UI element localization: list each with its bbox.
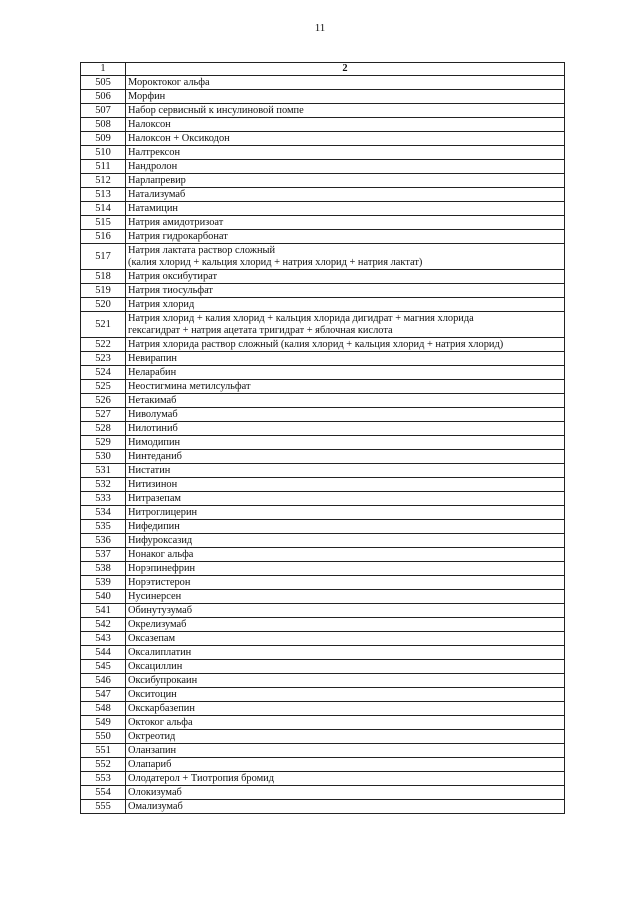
row-number: 520 (81, 298, 126, 312)
drug-name-cell (126, 202, 565, 216)
row-number: 527 (81, 408, 126, 422)
row-number: 506 (81, 90, 126, 104)
drug-name-line: Натрия оксибутират (128, 270, 218, 282)
drug-name-cell (126, 312, 565, 338)
drug-name-line: Натализумаб (128, 188, 186, 200)
drug-name-line: Налоксон (128, 118, 171, 130)
table-row (81, 506, 565, 520)
drug-name-line: Олодатерол + Тиотропия бромид (128, 772, 275, 784)
drug-name-cell (126, 660, 565, 674)
drug-name-cell (126, 408, 565, 422)
row-number: 545 (81, 660, 126, 674)
table-row (81, 298, 565, 312)
drug-name-line: Нитразепам (128, 492, 182, 504)
row-number: 543 (81, 632, 126, 646)
table-row (81, 702, 565, 716)
row-number: 535 (81, 520, 126, 534)
drug-name-line: Оксациллин (128, 660, 183, 672)
drug-name-cell (126, 520, 565, 534)
drug-name-line: Нифедипин (128, 520, 180, 532)
row-number: 518 (81, 270, 126, 284)
table-row (81, 548, 565, 562)
drug-name-cell (126, 478, 565, 492)
row-number: 525 (81, 380, 126, 394)
table-row (81, 520, 565, 534)
drug-name-cell (126, 772, 565, 786)
table-row (81, 436, 565, 450)
drug-name-cell (126, 590, 565, 604)
table-row (81, 118, 565, 132)
drug-name-line: Нандролон (128, 160, 178, 172)
row-number: 532 (81, 478, 126, 492)
table-row (81, 758, 565, 772)
drug-name-cell (126, 298, 565, 312)
row-number: 509 (81, 132, 126, 146)
row-number: 555 (81, 800, 126, 814)
drug-name-cell (126, 76, 565, 90)
row-number: 546 (81, 674, 126, 688)
drug-name-cell (126, 160, 565, 174)
table-row (81, 174, 565, 188)
table-row (81, 744, 565, 758)
table-row (81, 230, 565, 244)
drug-name-line: Нилотиниб (128, 422, 178, 434)
drug-name-cell (126, 450, 565, 464)
table-row (81, 562, 565, 576)
drug-name-cell (126, 576, 565, 590)
drug-name-line: Нитроглицерин (128, 506, 198, 518)
row-number: 547 (81, 688, 126, 702)
drug-name-cell (126, 284, 565, 298)
drug-name-cell (126, 548, 565, 562)
row-number: 538 (81, 562, 126, 576)
drug-name-cell (126, 352, 565, 366)
row-number: 522 (81, 338, 126, 352)
drug-name-cell (126, 618, 565, 632)
table-row (81, 422, 565, 436)
drug-name-cell (126, 800, 565, 814)
table-row (81, 284, 565, 298)
drug-name-line: Оксибупрокаин (128, 674, 198, 686)
drug-name-line: Неостигмина метилсульфат (128, 380, 251, 392)
drug-name-line: Мороктоког альфа (128, 76, 210, 88)
row-number: 534 (81, 506, 126, 520)
row-number: 510 (81, 146, 126, 160)
drug-name-line: гексагидрат + натрия ацетата тригидрат + яблочная кислота (128, 324, 393, 336)
table-row (81, 632, 565, 646)
drug-name-line: Нетакимаб (128, 394, 177, 406)
drug-name-line: Налоксон + Оксикодон (128, 132, 230, 144)
drug-name-line: Набор сервисный к инсулиновой помпе (128, 104, 304, 116)
drug-name-line: Натрия хлорид (128, 298, 195, 310)
row-number: 505 (81, 76, 126, 90)
drug-name-cell (126, 730, 565, 744)
drug-name-line: Оланзапин (128, 744, 177, 756)
row-number: 521 (81, 312, 126, 338)
row-number: 536 (81, 534, 126, 548)
table-row (81, 618, 565, 632)
drug-name-line: Морфин (128, 90, 166, 102)
row-number: 511 (81, 160, 126, 174)
drug-name-cell (126, 646, 565, 660)
table-row (81, 604, 565, 618)
table-row (81, 660, 565, 674)
row-number: 553 (81, 772, 126, 786)
row-number: 526 (81, 394, 126, 408)
row-number: 540 (81, 590, 126, 604)
drug-name-cell (126, 758, 565, 772)
drug-name-line: Натрия лактата раствор сложный (128, 244, 276, 256)
table-header-row (81, 63, 565, 76)
drug-name-line: Нинтеданиб (128, 450, 182, 462)
drug-name-line: Нусинерсен (128, 590, 182, 602)
table-row (81, 352, 565, 366)
table-row (81, 408, 565, 422)
row-number: 516 (81, 230, 126, 244)
table-row (81, 366, 565, 380)
table-row (81, 464, 565, 478)
drug-name-line: (калия хлорид + кальция хлорид + натрия хлорид + натрия лактат) (128, 256, 423, 268)
drug-name-cell (126, 534, 565, 548)
table-row (81, 132, 565, 146)
row-number: 539 (81, 576, 126, 590)
drug-name-line: Налтрексон (128, 146, 181, 158)
row-number: 548 (81, 702, 126, 716)
drug-name-cell (126, 422, 565, 436)
drug-name-line: Обинутузумаб (128, 604, 193, 616)
table-row (81, 674, 565, 688)
drug-name-cell (126, 90, 565, 104)
drug-name-cell (126, 604, 565, 618)
drug-name-line: Оксазепам (128, 632, 176, 644)
row-number: 528 (81, 422, 126, 436)
row-number: 512 (81, 174, 126, 188)
table-row (81, 478, 565, 492)
row-number: 542 (81, 618, 126, 632)
row-number: 541 (81, 604, 126, 618)
drug-name-cell (126, 270, 565, 284)
drug-name-line: Натрия амидотризоат (128, 216, 224, 228)
table-row (81, 576, 565, 590)
drug-name-cell (126, 436, 565, 450)
table-row (81, 534, 565, 548)
row-number: 533 (81, 492, 126, 506)
drug-name-line: Натамицин (128, 202, 178, 214)
drug-name-line: Окскарбазепин (128, 702, 195, 714)
drug-name-cell (126, 104, 565, 118)
drug-name-cell (126, 506, 565, 520)
table-row (81, 338, 565, 352)
drug-name-cell (126, 366, 565, 380)
drug-name-cell (126, 338, 565, 352)
drug-name-line: Нифуроксазид (128, 534, 193, 546)
row-number: 514 (81, 202, 126, 216)
drug-name-cell (126, 688, 565, 702)
row-number: 524 (81, 366, 126, 380)
drug-name-line: Олапариб (128, 758, 172, 770)
drug-name-cell (126, 380, 565, 394)
table-row (81, 380, 565, 394)
drug-name-cell (126, 216, 565, 230)
drug-name-cell (126, 562, 565, 576)
drug-name-line: Ниволумаб (128, 408, 178, 420)
table-row (81, 772, 565, 786)
drug-name-line: Натрия тиосульфат (128, 284, 213, 296)
table-row (81, 716, 565, 730)
drug-name-line: Натрия хлорида раствор сложный (калия хлорид + кальция хлорид + натрия хлорид) (128, 338, 504, 350)
table-row (81, 188, 565, 202)
row-number: 554 (81, 786, 126, 800)
row-number: 519 (81, 284, 126, 298)
table-row (81, 146, 565, 160)
row-number: 537 (81, 548, 126, 562)
row-number: 552 (81, 758, 126, 772)
drug-name-cell (126, 674, 565, 688)
row-number: 549 (81, 716, 126, 730)
drug-name-cell (126, 118, 565, 132)
drug-name-cell (126, 132, 565, 146)
table-row (81, 688, 565, 702)
drug-name-cell (126, 492, 565, 506)
drug-list-table (80, 62, 565, 814)
row-number: 523 (81, 352, 126, 366)
drug-name-cell (126, 146, 565, 160)
drug-name-line: Оксалиплатин (128, 646, 192, 658)
row-number: 508 (81, 118, 126, 132)
drug-name-line: Окрелизумаб (128, 618, 187, 630)
drug-name-cell (126, 786, 565, 800)
drug-name-line: Омализумаб (128, 800, 183, 812)
table-row (81, 590, 565, 604)
drug-name-line: Октоког альфа (128, 716, 193, 728)
drug-name-line: Неларабин (128, 366, 177, 378)
drug-name-line: Олокизумаб (128, 786, 182, 798)
table-row (81, 202, 565, 216)
drug-name-line: Окситоцин (128, 688, 177, 700)
row-number: 531 (81, 464, 126, 478)
drug-name-cell (126, 632, 565, 646)
row-number: 513 (81, 188, 126, 202)
table-row (81, 730, 565, 744)
drug-name-line: Нимодипин (128, 436, 181, 448)
drug-name-cell (126, 394, 565, 408)
row-number: 550 (81, 730, 126, 744)
drug-name-cell (126, 230, 565, 244)
row-number: 530 (81, 450, 126, 464)
row-number: 529 (81, 436, 126, 450)
table-row (81, 160, 565, 174)
table-row (81, 104, 565, 118)
table-row (81, 270, 565, 284)
table-row (81, 394, 565, 408)
drug-name-cell (126, 188, 565, 202)
drug-name-cell (126, 716, 565, 730)
table-row (81, 800, 565, 814)
drug-name-line: Нитизинон (128, 478, 178, 490)
drug-name-cell (126, 702, 565, 716)
table-row (81, 450, 565, 464)
drug-name-cell (126, 744, 565, 758)
table-row (81, 216, 565, 230)
drug-name-line: Нонаког альфа (128, 548, 194, 560)
table-row (81, 244, 565, 270)
table-row (81, 646, 565, 660)
drug-name-cell (126, 464, 565, 478)
drug-name-line: Невирапин (128, 352, 177, 364)
drug-name-cell (126, 174, 565, 188)
drug-name-cell (126, 244, 565, 270)
table-body (81, 76, 565, 814)
row-number: 507 (81, 104, 126, 118)
table-row (81, 76, 565, 90)
column-header-name: 2 (126, 63, 565, 76)
table-row (81, 90, 565, 104)
drug-name-line: Октреотид (128, 730, 176, 742)
table-row (81, 312, 565, 338)
table-row (81, 786, 565, 800)
drug-name-line: Натрия гидрокарбонат (128, 230, 228, 242)
column-header-number: 1 (81, 63, 126, 76)
drug-name-line: Норэтистерон (128, 576, 191, 588)
drug-name-line: Нарлапревир (128, 174, 186, 186)
row-number: 544 (81, 646, 126, 660)
table-row (81, 492, 565, 506)
row-number: 515 (81, 216, 126, 230)
drug-name-line: Норэпинефрин (128, 562, 196, 574)
page-number: 11 (314, 22, 326, 34)
drug-name-line: Нистатин (128, 464, 171, 476)
row-number: 517 (81, 244, 126, 270)
row-number: 551 (81, 744, 126, 758)
drug-name-line: Натрия хлорид + калия хлорид + кальция хлорида дигидрат + магния хлорида (128, 312, 474, 324)
